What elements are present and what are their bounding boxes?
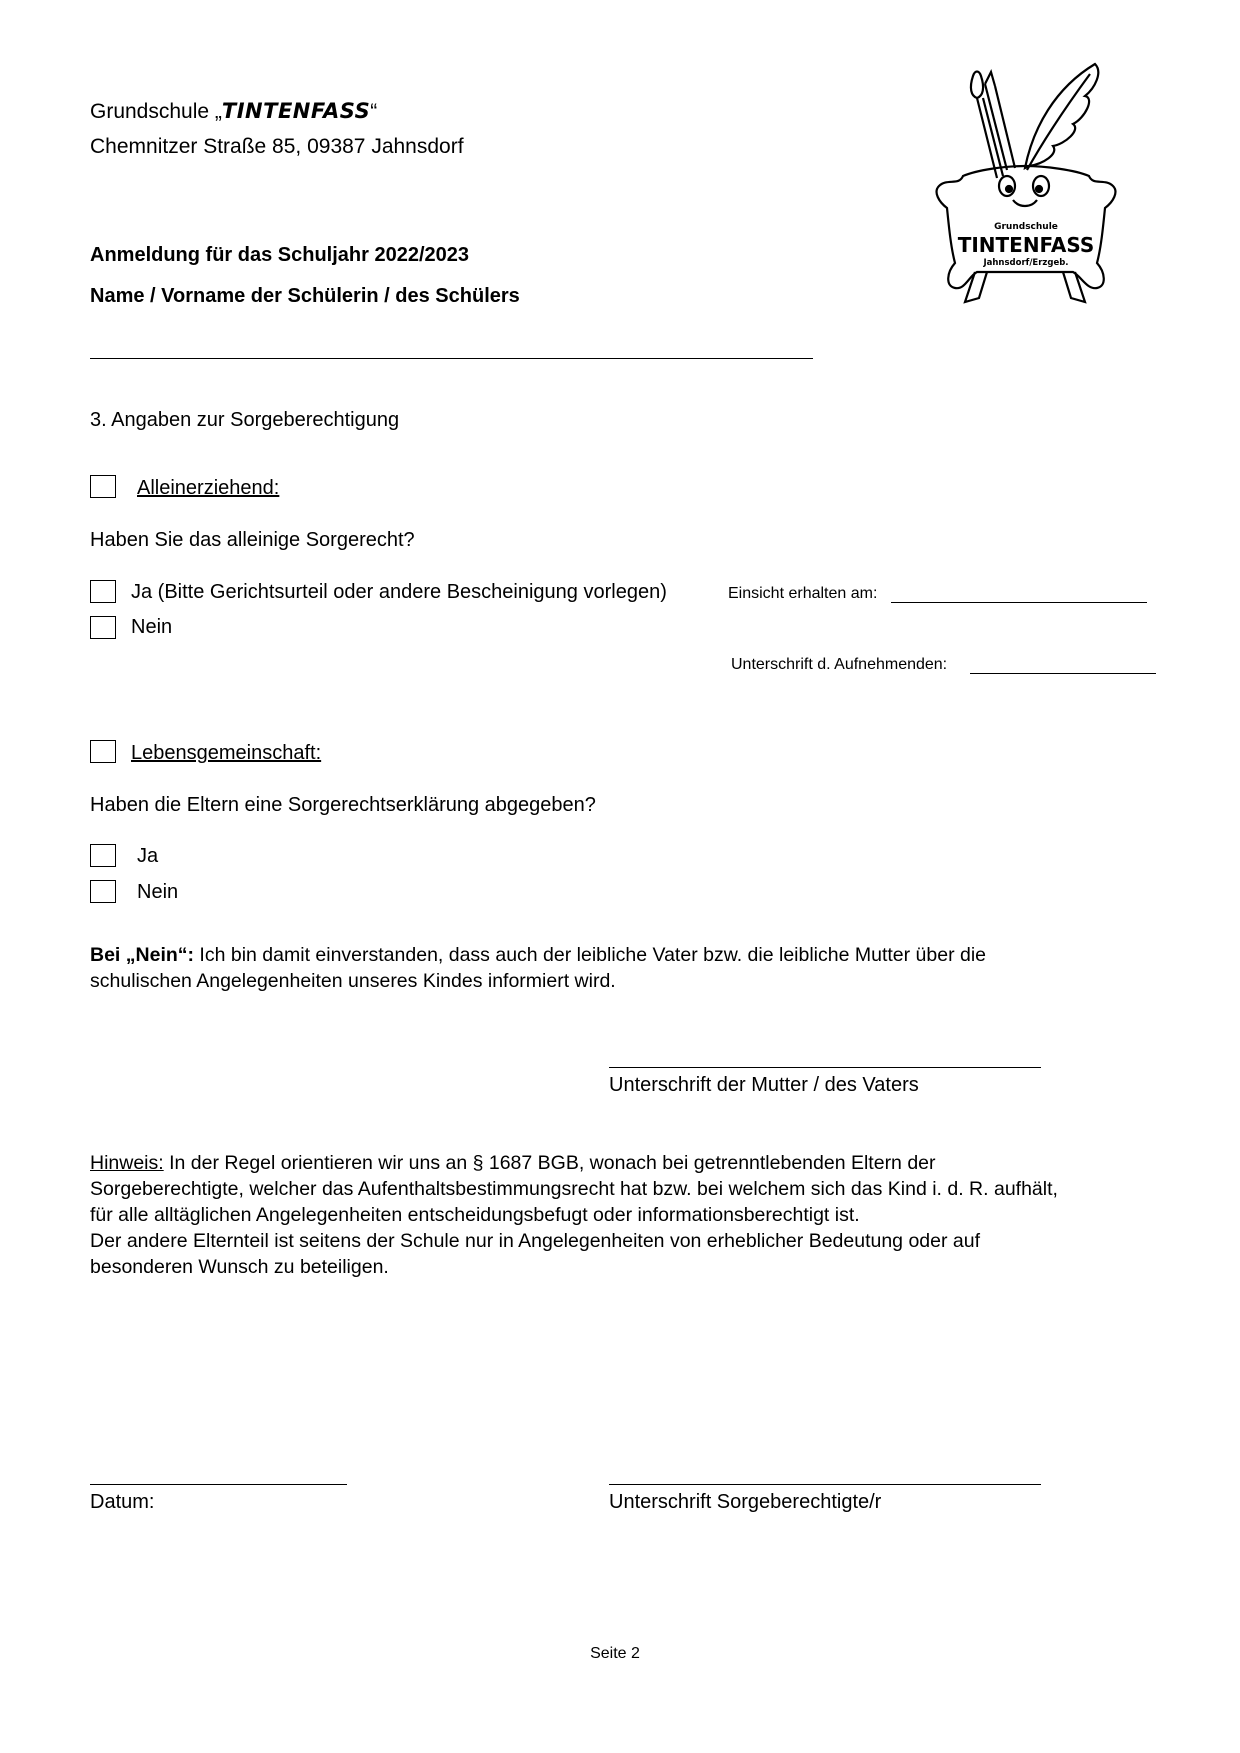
custody-declaration-yes-checkbox[interactable] [90,844,116,867]
section-title: 3. Angaben zur Sorgeberechtigung [90,409,400,431]
consent-text-line-1: Ich bin damit einverstanden, dass auch der leibliche Vater bzw. die leibliche Mutter über die [194,944,987,966]
custody-declaration-no-checkbox[interactable] [90,880,116,903]
logo-line-1: Grundschule [994,222,1058,232]
student-name-field[interactable] [90,358,813,359]
sole-custody-no-label: Nein [131,616,173,638]
custody-declaration-question: Haben die Eltern eine Sorgerechtserklärung abgegeben? [90,794,596,816]
school-address: Chemnitzer Straße 85, 09387 Jahnsdorf [90,135,464,158]
custody-declaration-yes-label: Ja [137,845,159,867]
legal-note-line-5: besonderen Wunsch zu beteiligen. [90,1256,389,1278]
inspection-date-label: Einsicht erhalten am: [728,585,878,602]
school-prefix: Grundschule „ [90,100,222,123]
single-parent-checkbox[interactable] [90,475,116,498]
school-name: TINTENFASS [221,99,371,123]
guardian-signature-label: Unterschrift Sorgeberechtigte/r [609,1491,882,1513]
date-label: Datum: [90,1491,155,1513]
parent-signature-field[interactable] [609,1067,1041,1068]
guardian-signature-field[interactable] [609,1484,1041,1485]
school-name-line [90,98,377,125]
school-suffix: “ [370,100,378,123]
partnership-label: Lebensgemeinschaft: [131,742,322,764]
legal-note [90,1150,1180,1280]
partnership-checkbox[interactable] [90,740,116,763]
logo-line-3: Jahnsdorf/Erzgeb. [983,258,1069,268]
receiver-signature-label: Unterschrift d. Aufnehmenden: [731,656,948,673]
legal-note-line-2: Sorgeberechtigte, welcher das Aufenthaltsbestimmungsrecht hat bzw. bei welchem sich das Kind i. d. R. aufhält, [90,1178,1058,1200]
consent-text-line-2: schulischen Angelegenheiten unseres Kindes informiert wird. [90,970,616,992]
sole-custody-no-checkbox[interactable] [90,616,116,639]
form-title: Anmeldung für das Schuljahr 2022/2023 [90,244,470,266]
sole-custody-yes-label: Ja (Bitte Gerichtsurteil oder andere Bescheinigung vorlegen) [131,581,667,603]
school-logo-graphic [925,58,1130,313]
receiver-signature-field[interactable] [970,673,1156,674]
legal-note-line-3: für alle alltäglichen Angelegenheiten entscheidungsbefugt oder informationsberechtigt ist. [90,1204,860,1226]
parent-signature-label: Unterschrift der Mutter / des Vaters [609,1074,919,1096]
student-name-label: Name / Vorname der Schülerin / des Schülers [90,285,520,307]
legal-note-line-1: In der Regel orientieren wir uns an § 1687 BGB, wonach bei getrenntlebenden Eltern der [163,1152,936,1174]
legal-note-label: Hinweis: [90,1152,164,1174]
custody-declaration-no-label: Nein [137,881,179,903]
single-parent-label: Alleinerziehend: [137,477,280,499]
school-logo [925,58,1130,313]
logo-line-2: TINTENFASS [957,233,1095,257]
inspection-date-field[interactable] [891,602,1147,603]
consent-lead: Bei „Nein“: [90,944,195,966]
sole-custody-yes-checkbox[interactable] [90,580,116,603]
sole-custody-question: Haben Sie das alleinige Sorgerecht? [90,529,415,551]
date-field[interactable] [90,1484,347,1485]
consent-paragraph [90,942,1170,994]
page-number: Seite 2 [590,1645,640,1662]
legal-note-line-4: Der andere Elternteil ist seitens der Schule nur in Angelegenheiten von erheblicher Bedeutung oder auf [90,1230,981,1252]
